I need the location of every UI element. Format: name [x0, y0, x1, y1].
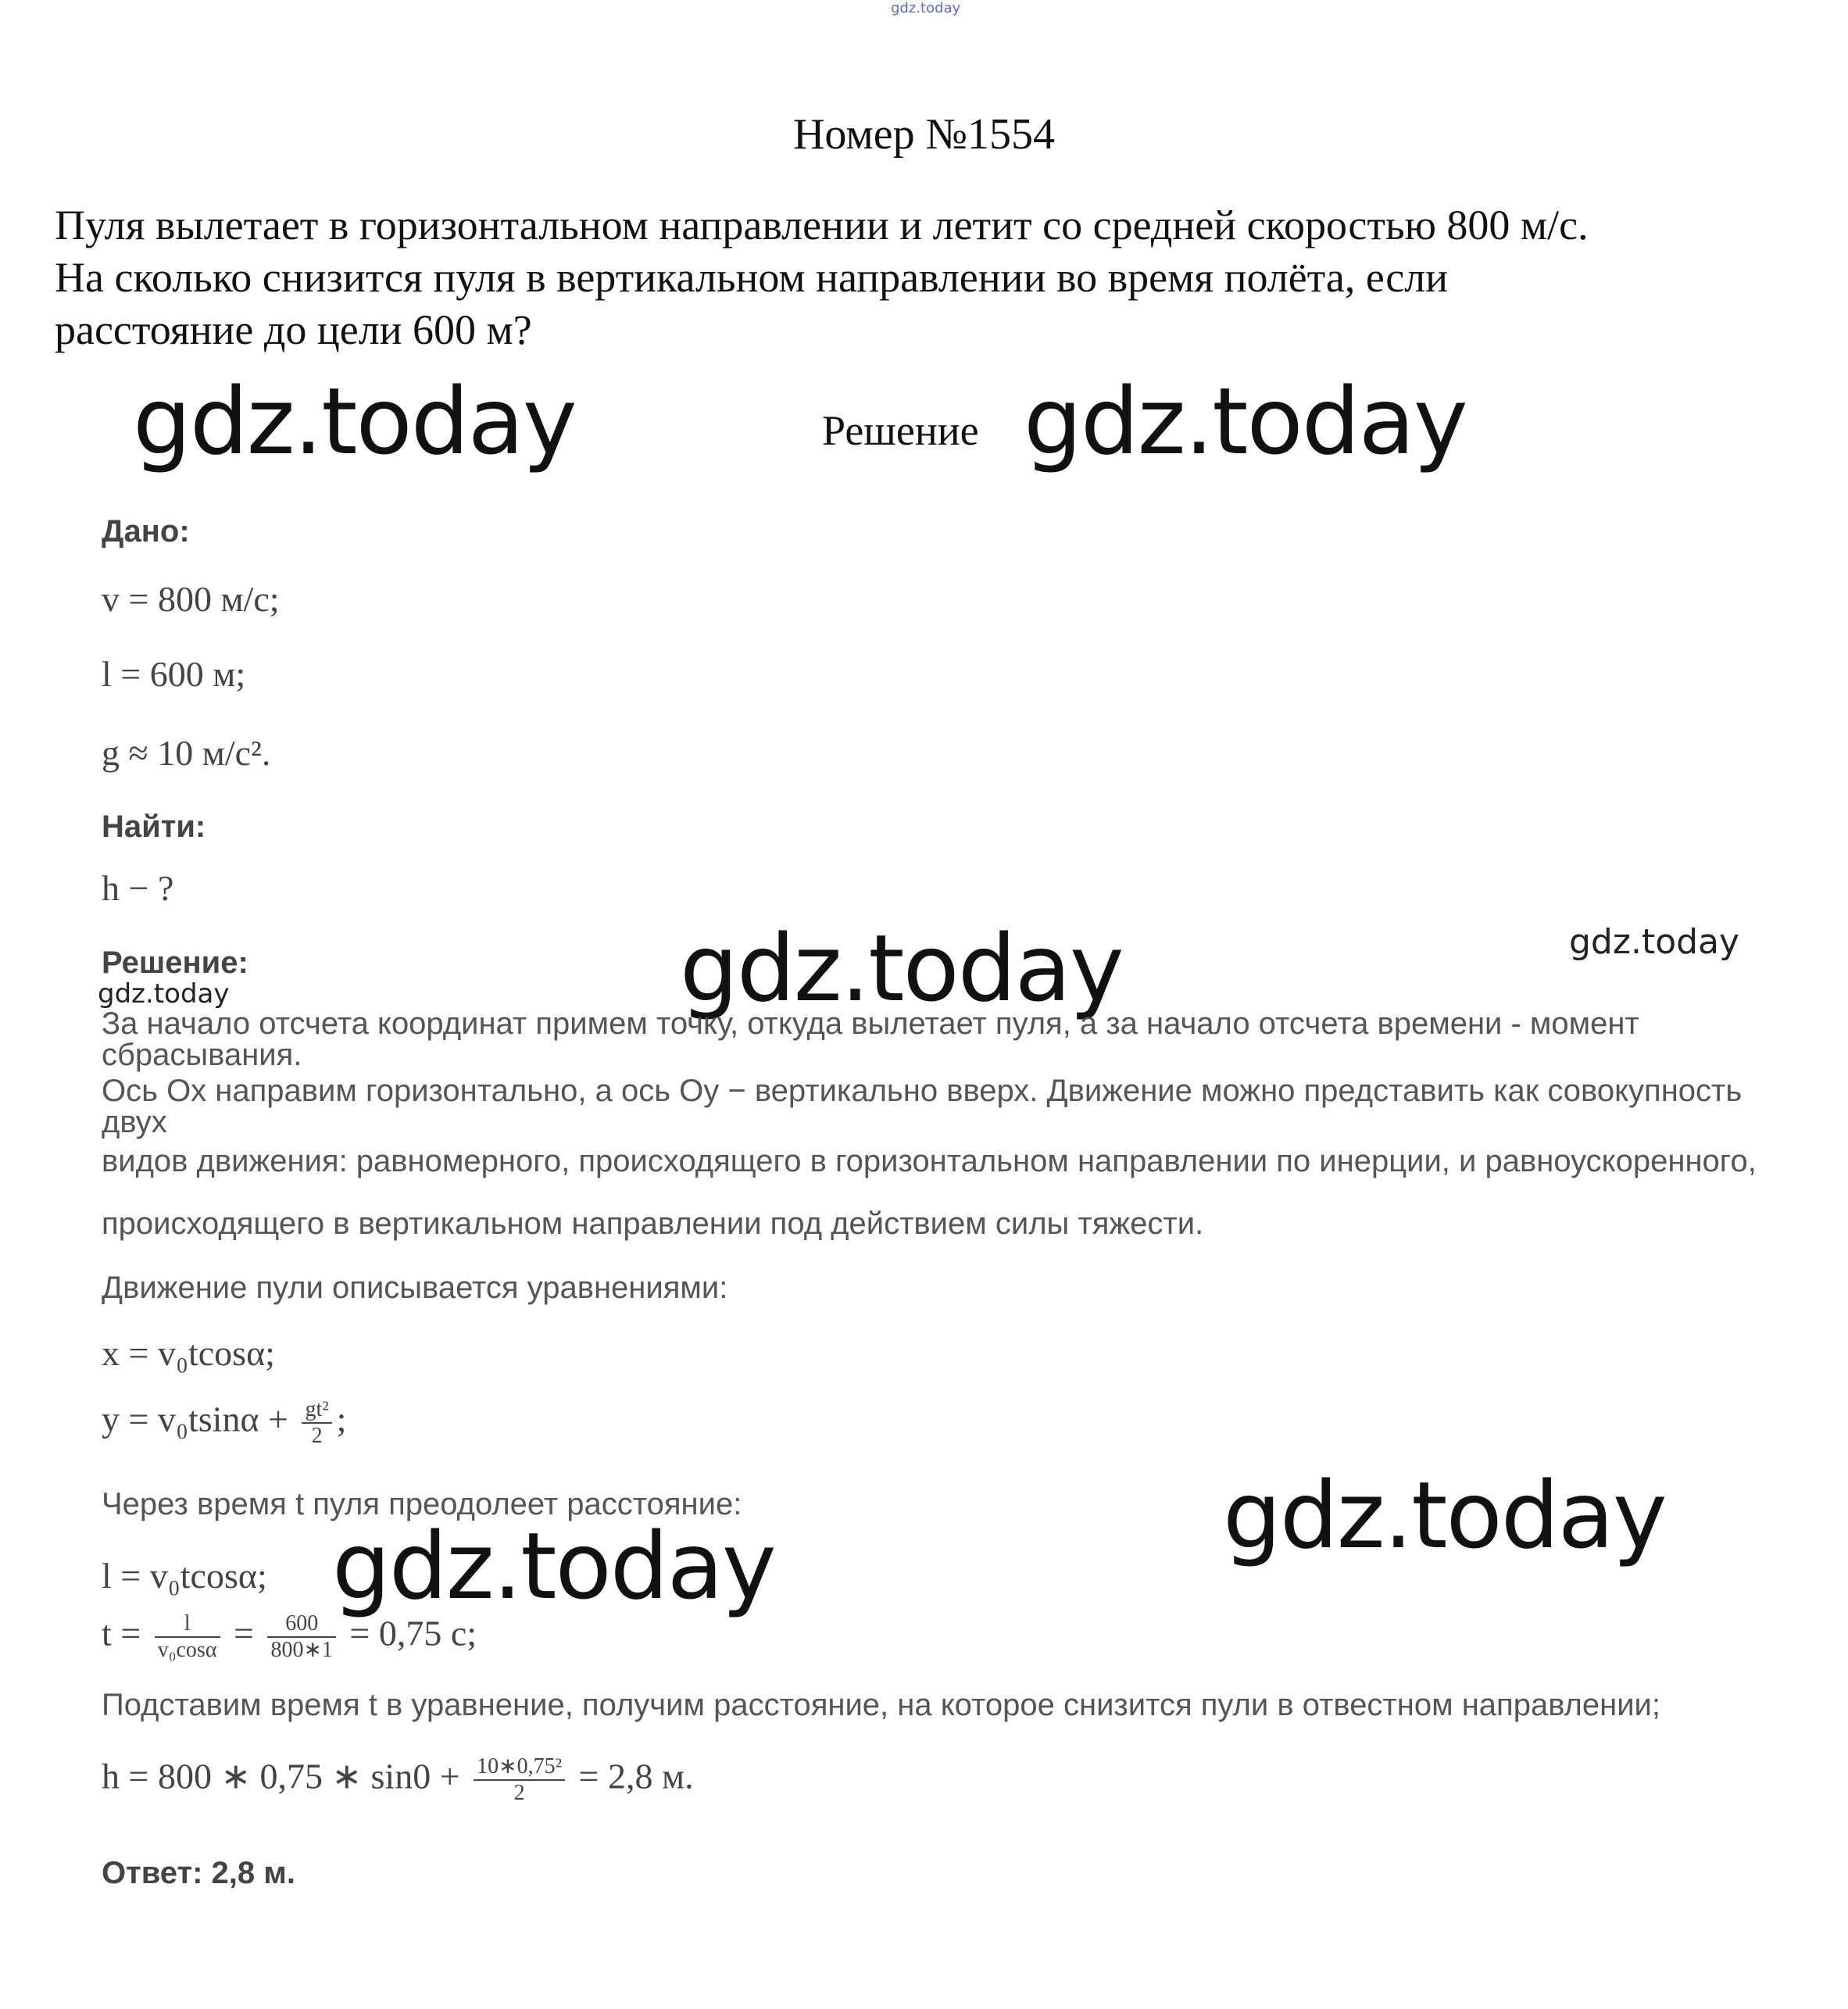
- problem-line: Пуля вылетает в горизонтальном направлении и летит со средней скоростью 800 м/с.: [55, 202, 1589, 248]
- fraction-denominator: v₀cosα: [157, 1638, 217, 1662]
- solution-paragraph-line: видов движения: равномерного, происходящего в горизонтальном направлении по инерции, и равноускоренного,: [102, 1144, 1757, 1178]
- fraction-numerator: 600: [267, 1611, 335, 1638]
- equation-y-fraction: [302, 1397, 331, 1449]
- equation-t-fraction-values: [267, 1611, 335, 1663]
- solution-paragraph-line: За начало отсчета координат примем точку, откуда вылетает пуля, а за начало отсчета времени - момент сбрасывания.: [102, 1006, 1639, 1072]
- fraction-denominator: 2: [311, 1424, 323, 1448]
- given-item: v = 800 м/с;: [102, 579, 280, 619]
- fraction-numerator: l: [155, 1611, 220, 1638]
- equations-intro: Движение пули описывается уравнениями:: [102, 1271, 728, 1305]
- equation-h: [102, 1754, 1789, 1806]
- equation-y-end: ;: [336, 1399, 347, 1439]
- equation-h-result: = 2,8 м.: [570, 1756, 694, 1796]
- solution-label: Решение:: [102, 946, 248, 980]
- fraction-denominator: 2: [513, 1781, 525, 1805]
- problem-line: расстояние до цели 600 м?: [55, 306, 532, 353]
- equation-x: x = v₀tcosα;: [102, 1333, 275, 1373]
- page-title: Номер №1554: [792, 110, 1056, 159]
- distance-intro: Через время t пуля преодолеет расстояние:: [102, 1487, 742, 1521]
- answer: Ответ: 2,8 м.: [102, 1856, 295, 1890]
- watermark: gdz.today: [1223, 1461, 1666, 1569]
- watermark: gdz.today: [680, 914, 1123, 1022]
- equation-l: l = v₀tcosα;: [102, 1556, 267, 1596]
- find-item: h − ?: [102, 868, 174, 908]
- equation-t-lhs: t =: [102, 1613, 150, 1653]
- given-item: l = 600 м;: [102, 654, 246, 694]
- problem-line: На сколько снизится пуля в вертикальном направлении во время полёта, если: [55, 254, 1449, 301]
- equation-h-lhs: h = 800 ∗ 0,75 ∗ sin0 +: [102, 1756, 470, 1796]
- equation-y: [102, 1397, 1789, 1449]
- solution-heading: Решение: [822, 407, 979, 454]
- fraction-numerator: 10∗0,75²: [474, 1754, 565, 1781]
- substitute-intro: Подставим время t в уравнение, получим расстояние, на которое снизится пули в отвестном направлении;: [102, 1688, 1660, 1722]
- equation-h-fraction: [474, 1754, 565, 1806]
- watermark: gdz.today: [332, 1512, 775, 1620]
- equation-t-equals: =: [224, 1613, 263, 1653]
- equation-t-fraction: [155, 1611, 220, 1663]
- watermark: gdz.today: [1569, 922, 1740, 962]
- fraction-numerator: gt²: [302, 1397, 331, 1424]
- solution-paragraph-line: Ось Ox направим горизонтально, а ось Oy − вертикально вверх. Движение можно представить как совокупность двух: [102, 1074, 1743, 1139]
- solution-paragraph-line: происходящего в вертикальном направлении под действием силы тяжести.: [102, 1206, 1204, 1241]
- given-label: Дано:: [102, 514, 190, 549]
- find-label: Найти:: [102, 810, 206, 844]
- equation-t: [102, 1611, 1789, 1663]
- problem-text: [55, 199, 1805, 356]
- equation-y-lhs: y = v₀tsinα +: [102, 1399, 298, 1439]
- equation-t-result: = 0,75 с;: [340, 1613, 477, 1653]
- given-item: g ≈ 10 м/с².: [102, 733, 271, 773]
- watermark: gdz.today: [98, 978, 230, 1010]
- watermark: gdz.today: [133, 367, 576, 475]
- site-mark: gdz.today: [891, 0, 961, 16]
- watermark: gdz.today: [1024, 367, 1467, 475]
- fraction-denominator: 800∗1: [270, 1638, 333, 1662]
